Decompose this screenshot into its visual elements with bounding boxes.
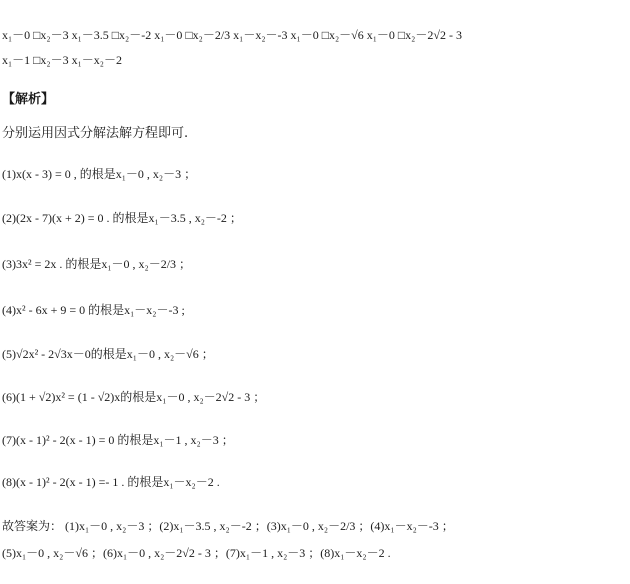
answers-line-2: x₁－1 □x₂－3 x₁－x₂－2 — [2, 53, 122, 67]
step-8: (8)(x - 1)² - 2(x - 1) =- 1 . 的根是x₁－x₂－2 . — [2, 475, 220, 489]
step-4: (4)x² - 6x + 9 = 0 的根是x₁－x₂－-3 ; — [2, 303, 185, 317]
conclusion-line-1: 故答案为： (1)x₁－0 , x₂－3 ；(2)x₁－3.5 , x₂－-2 ；(3)x₁－0 , x₂－2/3 ；(4)x₁－x₂－-3 ； — [2, 519, 454, 533]
step-1: (1)x(x - 3) = 0 , 的根是x₁－0 , x₂－3 ； — [2, 167, 197, 181]
analysis-heading: 【解析】 — [2, 92, 55, 107]
step-6: (6)(1 + √2)x² = (1 - √2)x的根是x₁－0 , x₂－2√2 - 3 ； — [2, 390, 266, 404]
step-7: (7)(x - 1)² - 2(x - 1) = 0 的根是x₁－1 , x₂－3 ； — [2, 433, 234, 447]
answers-line-1: x₁－0 □x₂－3 x₁－3.5 □x₂－-2 x₁－0 □x₂－2/3 x₁－x₂－-3 x₁－0 □x₂－√6 x₁－0 □x₂－2√2 - 3 — [2, 28, 462, 42]
conclusion-line-2: (5)x₁－0 , x₂－√6 ；(6)x₁－0 , x₂－2√2 - 3 ；(7)x₁－1 , x₂－3 ；(8)x₁－x₂－2 . — [2, 546, 391, 560]
analysis-intro: 分别运用因式分解法解方程即可. — [2, 126, 189, 141]
step-2: (2)(2x - 7)(x + 2) = 0 . 的根是x₁－3.5 , x₂－-2 ； — [2, 211, 242, 225]
step-3: (3)3x² = 2x . 的根是x₁－0 , x₂－2/3 ； — [2, 257, 192, 271]
step-5: (5)√2x² - 2√3x－0的根是x₁－0 , x₂－√6 ； — [2, 347, 214, 361]
